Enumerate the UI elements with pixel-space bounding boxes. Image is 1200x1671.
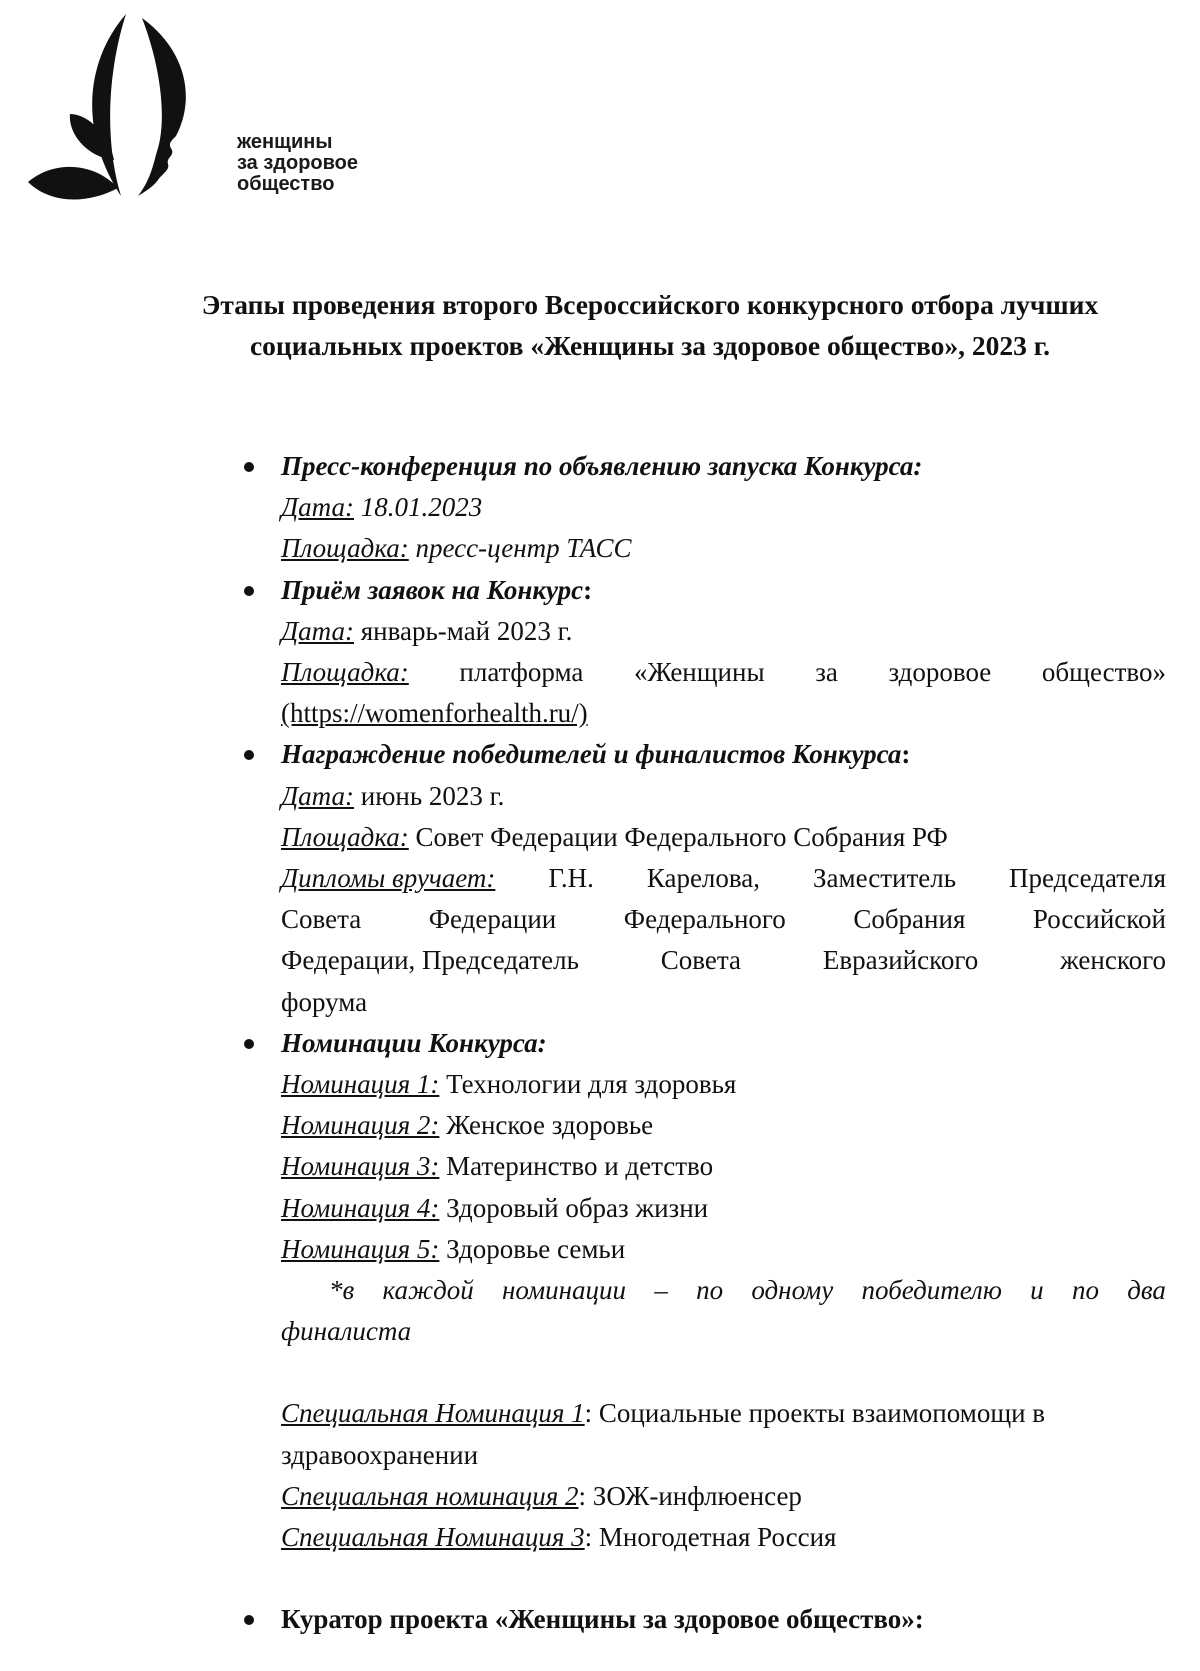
- nomination-row: [281, 1105, 1166, 1146]
- diplomas-word: Федерального: [623, 904, 786, 935]
- awards-venue-value: Совет Федерации Федерального Собрания РФ: [415, 821, 948, 852]
- applications-venue-line: [281, 652, 1166, 693]
- awards-diplomas-line-2: [281, 899, 1166, 940]
- special-nomination-value: : Социальные проекты взаимопомощи в: [584, 1398, 1046, 1429]
- applications-heading: Приём заявок на Конкурс: [281, 574, 584, 605]
- list-item-nominations: [281, 1023, 1166, 1599]
- note-word: *в: [329, 1275, 355, 1306]
- diplomas-word: Федерации, Председатель: [281, 945, 579, 976]
- nominations-note-line-2: финалиста: [281, 1316, 412, 1347]
- special-nomination-label: Специальная Номинация 3: [281, 1522, 585, 1553]
- curator-heading: Куратор проекта «Женщины за здоровое общество»:: [281, 1604, 924, 1635]
- applications-venue-word: здоровое: [888, 657, 992, 688]
- nomination-value: Материнство и детство: [446, 1151, 714, 1182]
- applications-url-link[interactable]: (https://womenforhealth.ru/): [281, 698, 588, 729]
- bullet-icon: [244, 586, 254, 596]
- note-word: одному: [751, 1275, 834, 1306]
- diplomas-word: Председателя: [1008, 863, 1166, 894]
- note-word: каждой: [382, 1275, 474, 1306]
- bullet-icon: [244, 1039, 254, 1049]
- diplomas-word: Совета: [281, 904, 362, 935]
- awards-heading: Награждение победителей и финалистов Конкурса: [281, 739, 902, 770]
- nomination-label: Номинация 3:: [281, 1151, 440, 1182]
- applications-venue-label: Площадка:: [281, 657, 409, 688]
- nomination-row: [281, 1188, 1166, 1229]
- nomination-value: Технологии для здоровья: [446, 1069, 737, 1100]
- nomination-value: Здоровье семьи: [446, 1233, 626, 1264]
- diplomas-word: Г.Н.: [548, 863, 594, 894]
- nomination-row: [281, 1146, 1166, 1187]
- nomination-value: Здоровый образ жизни: [446, 1192, 709, 1223]
- nomination-row: [281, 1229, 1166, 1270]
- note-word: по: [696, 1275, 724, 1306]
- nominations-heading: Номинации Конкурса:: [281, 1027, 547, 1058]
- list-item-awards: [281, 734, 1166, 1022]
- special-nomination-label: Специальная номинация 2: [281, 1480, 579, 1511]
- special-nomination-value: : Многодетная Россия: [584, 1522, 837, 1553]
- list-item-curator: [281, 1599, 1166, 1640]
- awards-date-value: июнь 2023 г.: [360, 780, 505, 811]
- page-title-line-2: социальных проектов «Женщины за здоровое общество», 2023 г.: [249, 330, 1051, 361]
- diplomas-word: Карелова,: [646, 863, 761, 894]
- note-word: два: [1127, 1275, 1166, 1306]
- diplomas-word: Евразийского: [822, 945, 979, 976]
- diplomas-word: Совета: [660, 945, 741, 976]
- applications-venue-word: «Женщины: [634, 657, 765, 688]
- press-heading: Пресс-конференция по объявлению запуска Конкурса:: [281, 451, 923, 481]
- logo-bottom-leaf: [28, 167, 118, 200]
- nomination-label: Номинация 2:: [281, 1110, 440, 1141]
- press-date-label: Дата:: [281, 492, 354, 523]
- awards-diplomas-label: Дипломы вручает:: [281, 863, 496, 894]
- note-word: и: [1030, 1275, 1044, 1306]
- awards-diplomas-line-1: [281, 858, 1166, 899]
- logo-text-line-1: женщины: [237, 131, 333, 153]
- special-nomination-value: : ЗОЖ-инфлюенсер: [578, 1480, 802, 1511]
- special-nomination-row: [281, 1393, 1166, 1434]
- diplomas-word: Собрания: [853, 904, 966, 935]
- note-word: по: [1071, 1275, 1099, 1306]
- logo-text-line-2: за здоровое: [237, 152, 359, 174]
- bullet-icon: [244, 750, 254, 760]
- diplomas-word: Заместитель: [812, 863, 957, 894]
- awards-venue-label: Площадка:: [281, 821, 409, 852]
- awards-diplomas-line-4: форума: [281, 986, 368, 1017]
- nomination-label: Номинация 4:: [281, 1192, 440, 1223]
- awards-heading-colon: :: [901, 739, 911, 770]
- list-item-applications: [281, 570, 1166, 735]
- special-nomination-row: [281, 1476, 1166, 1517]
- special-nomination-value-cont: здравоохранении: [281, 1439, 479, 1470]
- page-title-line-1: Этапы проведения второго Всероссийского конкурсного отбора лучших: [201, 289, 1099, 320]
- special-nomination-row: [281, 1517, 1166, 1558]
- applications-venue-word: общество»: [1041, 657, 1166, 688]
- press-venue-label: Площадка:: [281, 533, 409, 564]
- applications-heading-colon: :: [583, 574, 593, 605]
- nomination-value: Женское здоровье: [446, 1110, 654, 1141]
- logo-face-profile: [138, 18, 186, 196]
- applications-venue-word: платформа: [459, 657, 584, 688]
- note-word: –: [654, 1275, 668, 1306]
- note-word: победителю: [861, 1275, 1002, 1306]
- logo-inner-veins: [120, 40, 126, 190]
- applications-date-value: январь-май 2023 г.: [360, 615, 573, 646]
- applications-venue-word: за: [815, 657, 838, 688]
- logo-text-line-3: общество: [237, 173, 335, 195]
- awards-date-label: Дата:: [281, 780, 354, 811]
- awards-diplomas-line-3: [281, 940, 1166, 981]
- page-title: [100, 284, 1200, 366]
- list-item-press-conference: [281, 446, 1166, 570]
- diplomas-word: Федерации: [428, 904, 557, 935]
- special-nomination-label: Специальная Номинация 1: [281, 1398, 585, 1429]
- nominations-note-line-1: [281, 1270, 1166, 1311]
- bullet-icon: [244, 1615, 254, 1625]
- press-date-value: 18.01.2023: [360, 492, 483, 523]
- logo-text: [237, 132, 358, 195]
- bullet-icon: [244, 462, 254, 472]
- nomination-label: Номинация 1:: [281, 1069, 440, 1100]
- logo-leaves-icon: [26, 10, 196, 206]
- nomination-label: Номинация 5:: [281, 1233, 440, 1264]
- nomination-row: [281, 1064, 1166, 1105]
- note-word: номинации: [502, 1275, 627, 1306]
- stages-list: [281, 446, 1166, 1640]
- diplomas-word: женского: [1060, 945, 1166, 976]
- applications-date-label: Дата:: [281, 615, 354, 646]
- diplomas-word: Российской: [1032, 904, 1166, 935]
- press-venue-value: пресс-центр ТАСС: [415, 533, 632, 564]
